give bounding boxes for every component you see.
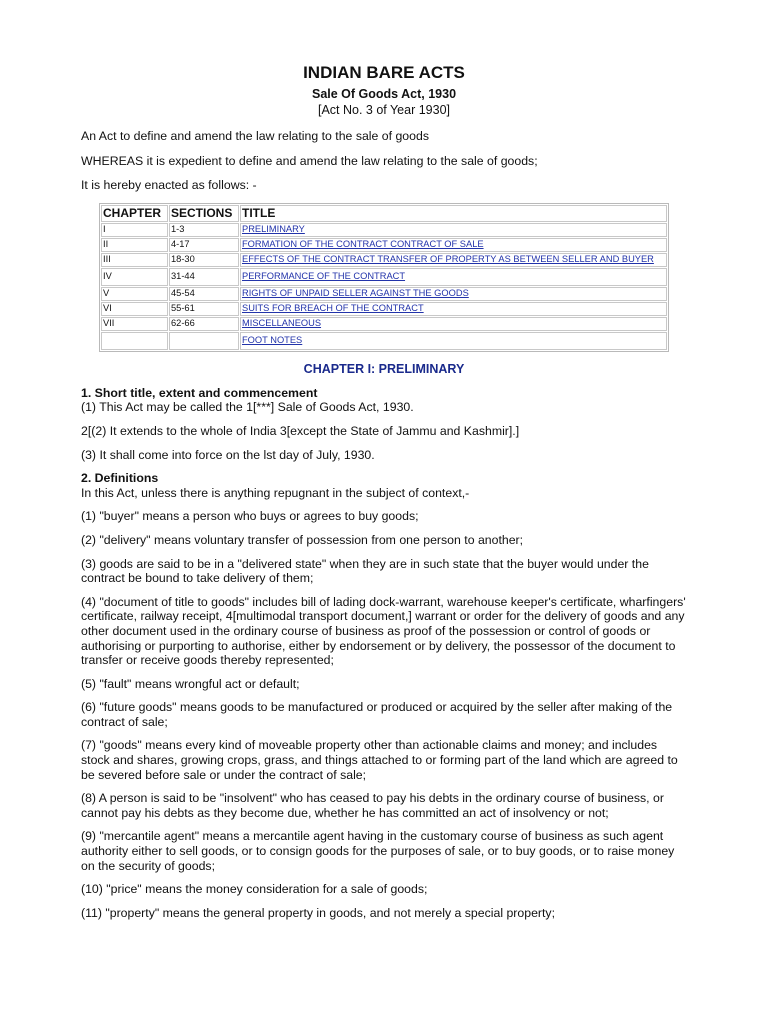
title-cell	[240, 238, 667, 252]
sections-cell: 45-54	[169, 287, 239, 301]
definition: (11) "property" means the general property in goods, and not merely a special property;	[81, 905, 555, 920]
title-cell	[240, 287, 667, 301]
title-cell	[240, 302, 667, 316]
chapters-table	[99, 203, 669, 352]
chapter-heading: CHAPTER I: PRELIMINARY	[303, 361, 465, 376]
enacted-paragraph: It is hereby enacted as follows: -	[81, 178, 257, 193]
definition: (5) "fault" means wrongful act or default;	[81, 676, 300, 691]
title-cell	[240, 253, 667, 267]
definition: (1) "buyer" means a person who buys or agrees to buy goods;	[81, 509, 419, 524]
title-cell	[240, 317, 667, 331]
definition: (10) "price" means the money consideration for a sale of goods;	[81, 882, 428, 897]
sections-cell: 31-44	[169, 268, 239, 286]
title-cell	[240, 332, 667, 350]
chapter-cell: VI	[101, 302, 168, 316]
sections-column-header: SECTIONS	[169, 205, 239, 222]
sections-cell: 55-61	[169, 302, 239, 316]
document-page	[81, 62, 687, 920]
whereas-paragraph: WHEREAS it is expedient to define and amend the law relating to the sale of goods;	[81, 153, 538, 168]
table-row	[101, 332, 667, 350]
title-column-header: TITLE	[240, 205, 667, 222]
chapter-link[interactable]: SUITS FOR BREACH OF THE CONTRACT	[242, 303, 424, 314]
section-heading: 1. Short title, extent and commencement	[81, 385, 318, 400]
title-cell	[240, 268, 667, 286]
definition: (4) "document of title to goods" includes bill of lading dock-warrant, warehouse keeper's certificate, wharfingers' certificate, railway receipt, 4[multimodal transport document,] warrant or order for the delivery of goods and any other document used in the ordinary course of business as proof of the possession or control of goods or authorising or purporting to authorise, either by endorsement or by delivery, the possessor of the document to transfer or receive goods thereby represented;	[81, 594, 686, 668]
chapter-link[interactable]: PERFORMANCE OF THE CONTRACT	[242, 271, 406, 282]
chapter-cell: V	[101, 287, 168, 301]
chapter-cell: VII	[101, 317, 168, 331]
table-header-row	[101, 205, 667, 222]
chapter-link[interactable]: FORMATION OF THE CONTRACT CONTRACT OF SALE	[242, 239, 484, 250]
definition: (3) goods are said to be in a "delivered state" when they are in such state that the buyer would under the contract be bound to take delivery of them;	[81, 556, 649, 586]
table-row	[101, 302, 667, 316]
chapter-cell: II	[101, 238, 168, 252]
clause: (1) This Act may be called the 1[***] Sale of Goods Act, 1930.	[81, 400, 414, 415]
section-lead: In this Act, unless there is anything repugnant in the subject of context,-	[81, 485, 470, 500]
chapter-cell: III	[101, 253, 168, 267]
definition: (7) "goods" means every kind of moveable property other than actionable claims and money; and includes stock and shares, growing crops, grass, and things attached to or forming part of the land which are agreed to be severed before sale or under the contract of sale;	[81, 738, 678, 782]
act-number: [Act No. 3 of Year 1930]	[317, 103, 451, 117]
title-cell	[240, 223, 667, 237]
clause: 2[(2) It extends to the whole of India 3[except the State of Jammu and Kashmir].]	[81, 423, 520, 438]
chapter-link[interactable]: RIGHTS OF UNPAID SELLER AGAINST THE GOODS	[242, 288, 469, 299]
foot-notes-link[interactable]: FOOT NOTES	[242, 335, 303, 346]
table-row	[101, 317, 667, 331]
chapter-column-header: CHAPTER	[101, 205, 168, 222]
sections-cell	[169, 332, 239, 350]
sections-cell: 18-30	[169, 253, 239, 267]
definition: (6) "future goods" means goods to be manufactured or produced or acquired by the seller after making of the contract of sale;	[81, 700, 673, 729]
chapter-cell	[101, 332, 168, 350]
clause: (3) It shall come into force on the lst day of July, 1930.	[81, 447, 375, 462]
act-title: Sale Of Goods Act, 1930	[311, 87, 457, 101]
table-row	[101, 223, 667, 237]
chapter-cell: I	[101, 223, 168, 237]
section-heading: 2. Definitions	[81, 471, 159, 486]
table-row	[101, 253, 667, 267]
page-title: INDIAN BARE ACTS	[303, 63, 465, 82]
sections-cell: 62-66	[169, 317, 239, 331]
table-row	[101, 238, 667, 252]
chapter-link[interactable]: MISCELLANEOUS	[242, 318, 322, 329]
definition: (2) "delivery" means voluntary transfer of possession from one person to another;	[81, 532, 524, 547]
sections-cell: 4-17	[169, 238, 239, 252]
definition: (8) A person is said to be "insolvent" who has ceased to pay his debts in the ordinary course of business, or cannot pay his debts as they become due, whether he has committed an act of insolvency or not;	[81, 791, 664, 820]
intro-paragraph: An Act to define and amend the law relating to the sale of goods	[81, 129, 429, 143]
sections-cell: 1-3	[169, 223, 239, 237]
table-row	[101, 268, 667, 286]
chapter-link[interactable]: PRELIMINARY	[242, 224, 305, 235]
chapter-link[interactable]: EFFECTS OF THE CONTRACT TRANSFER OF PROPERTY AS BETWEEN SELLER AND BUYER	[242, 254, 654, 265]
definition: (9) "mercantile agent" means a mercantile agent having in the customary course of business as such agent authority either to sell goods, or to consign goods for the purposes of sale, or to buy goods, or to raise money on the security of goods;	[81, 829, 675, 873]
table-row	[101, 287, 667, 301]
chapter-cell: IV	[101, 268, 168, 286]
